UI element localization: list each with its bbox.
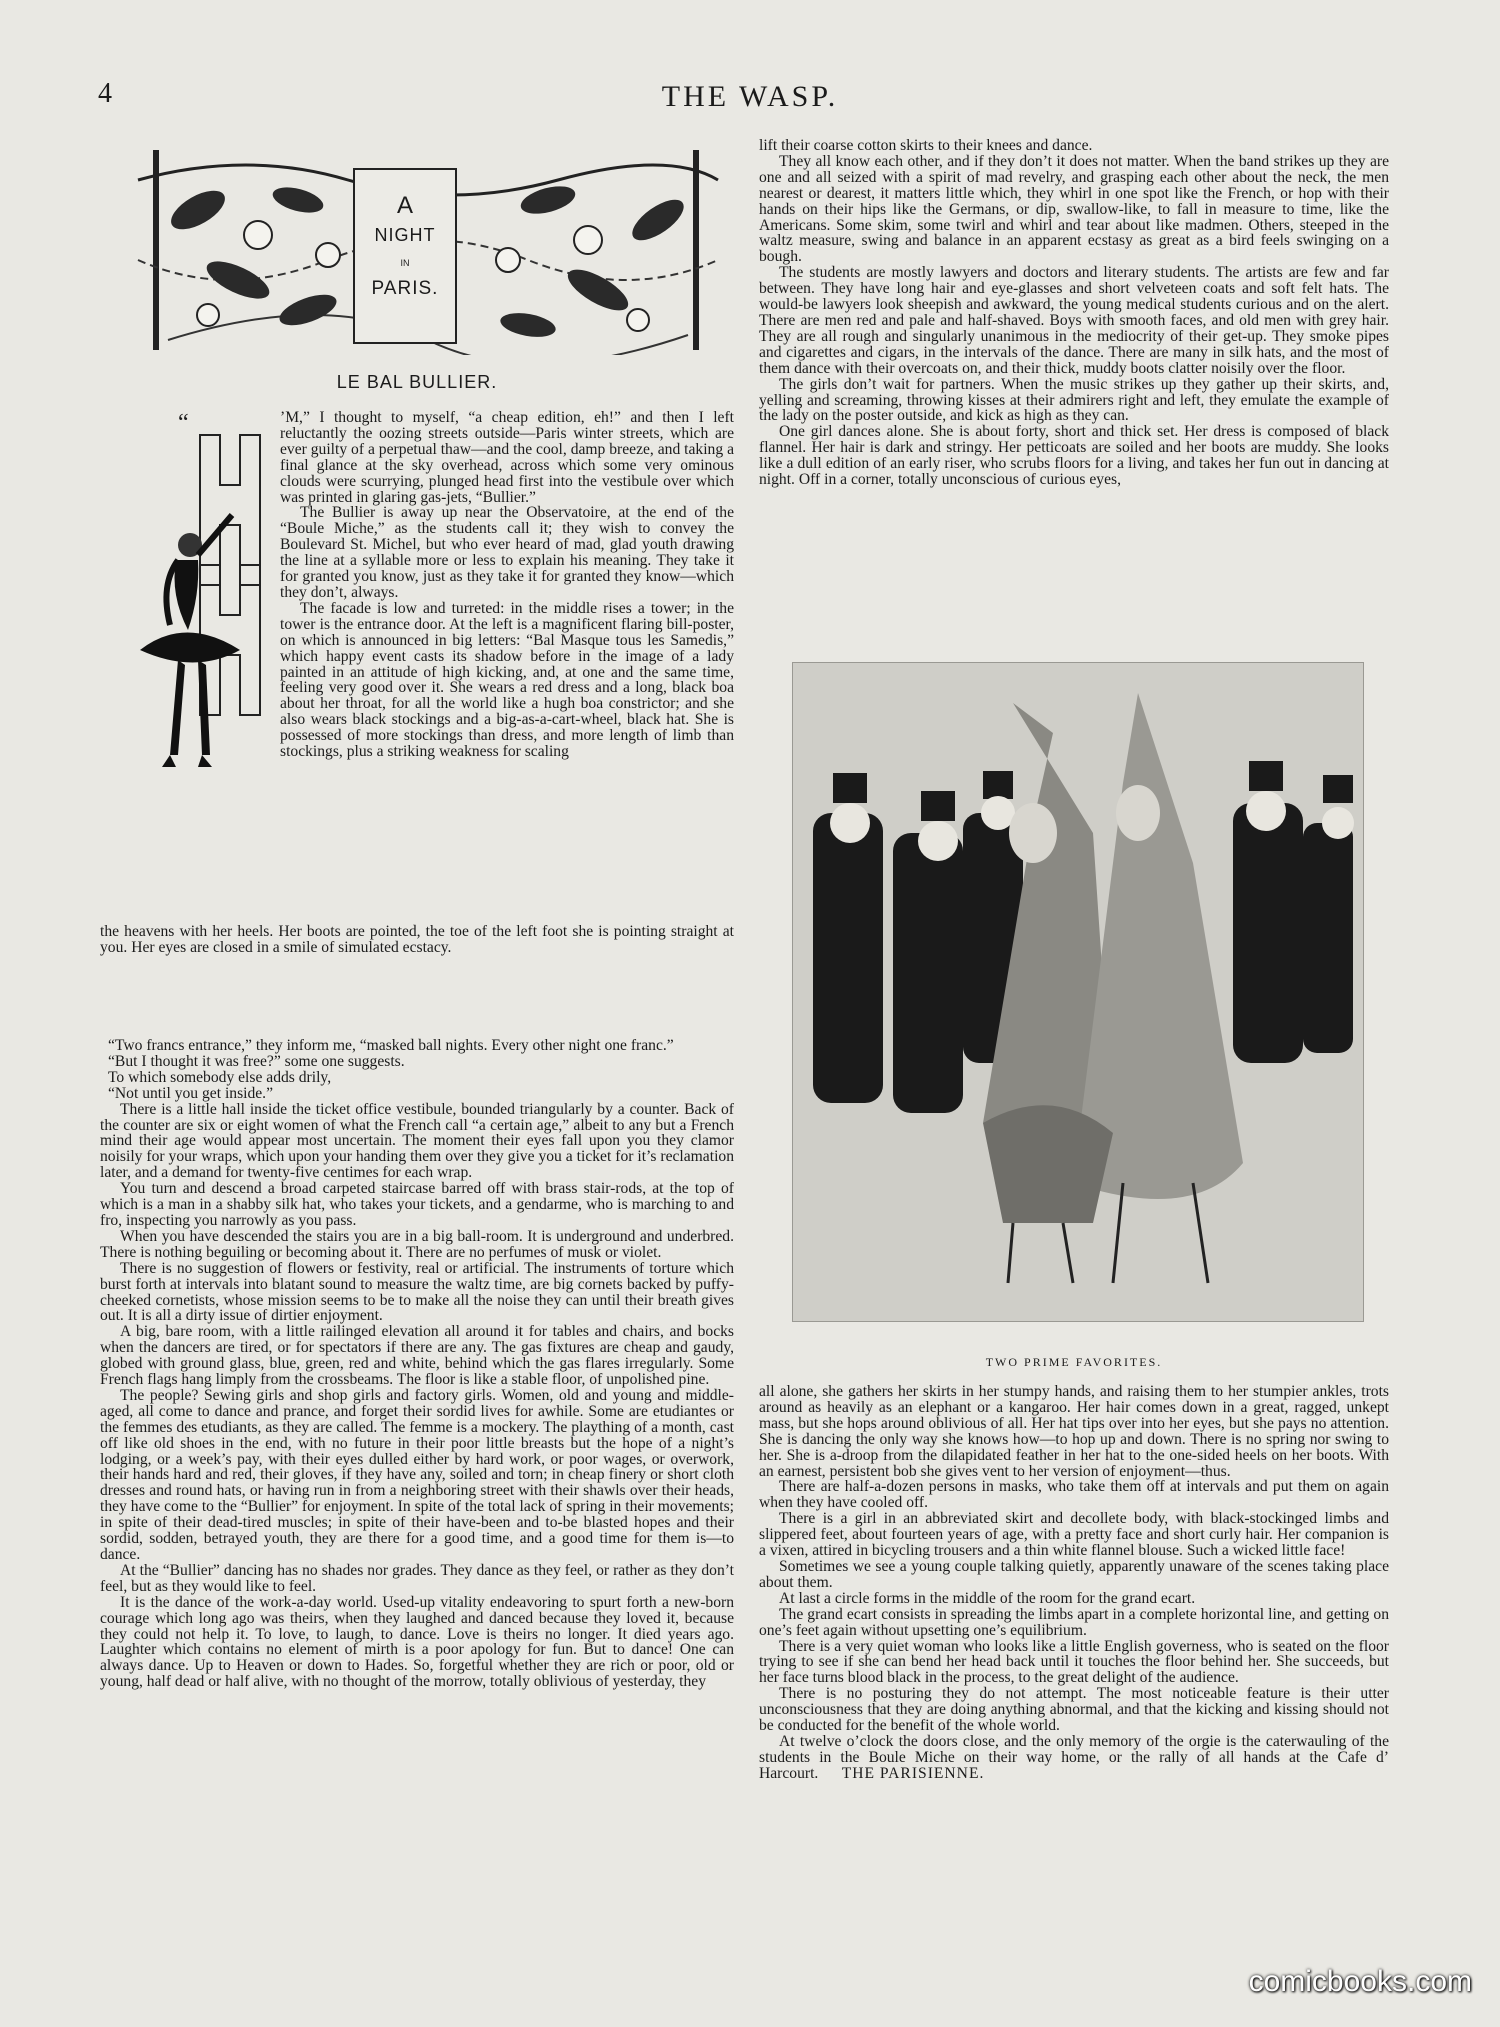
closing-text: At twelve o’clock the doors close, and the only memory of the orgie is the caterwauling of the students in the Boule Miche on their way home, or the rally of all hands at the Cafe d’ Harcourt. — [759, 1732, 1389, 1782]
paragraph: The facade is low and turreted: in the middle rises a tower; in the tower is the entrance door. At the left is a magnificent flaring bill-poster, on which is announced in big letters: “Bal Masque tous les Samedis,” which happy event casts its shadow before in the image of a lady painted in an attitude of high kicking, and, at one and the same time, feeling very good over it. She wears a red dress and a long, black boa about her throat, for all the world like a hugh boa constrictor; and she also wears black stockings and a big-as-a-cart-wheel, black hat. She is possessed of more stockings than dress, and more length of limb than stockings, plus a striking weakness for scaling — [280, 599, 734, 761]
paragraph: You turn and descend a broad carpeted staircase barred off with brass stair-rods, at the top of which is a man in a shabby silk hat, who takes your tickets, and a gendarme, who is marching to and fro, inspecting you narrowly as you pass. — [100, 1180, 734, 1229]
paragraph: At last a circle forms in the middle of the room for the grand ecart. — [779, 1589, 1196, 1607]
signature: THE PARISIENNE. — [841, 1764, 985, 1782]
column-left — [100, 1038, 734, 1690]
paragraph: At the “Bullier” dancing has no shades nor grades. They dance as they feel, or rather as they don’t feel, but as they would like to feel. — [100, 1561, 734, 1595]
title-in: IN — [400, 258, 410, 268]
dancer-illustration-icon — [140, 425, 280, 920]
intro-continuation — [100, 924, 734, 956]
paragraph: There is a girl in an abbreviated skirt and decollete body, with black-stockinged limbs and slippered feet, about fourteen years of age, with a pretty face and short curly hair. Her companion is a vixen, attired in bicycling trousers and a thin white flannel blouse. Such a wicked little face! — [759, 1510, 1389, 1560]
paragraph: all alone, she gathers her skirts in her stumpy hands, and raising them to her stumpier ankles, trots around as heavily as an elephant or a kangaroo. Her hair comes down in a great, ragged, unkept mass, but she hops around oblivious of all. Her hat tips over into her eyes, but she pays no attention. She is dancing the only way she knows how—to hop up and down. There is no spring nor swing to her. She is a-droop from the dilapidated feather in her hat to the one-sided heels on her boots. With an earnest, persistent bob she gives vent to her version of enjoyment—thus. — [759, 1383, 1389, 1480]
paragraph: A big, bare room, with a little railinged elevation all around it for tables and chairs, and bocks when the dancers are tired, or for spectators if there are any. The gas fixtures are cheap and gaudy, globed with ground glass, blue, green, red and white, behind which the gas flares irregularly. Some French flags hang limply from the crossbeams. The floor is like a stable floor, of unpolished pine. — [100, 1323, 734, 1389]
paragraph: the heavens with her heels. Her boots are pointed, the toe of the left foot she is pointing straight at you. Her eyes are closed in a smile of simulated ecstacy. — [100, 923, 734, 956]
column-right-top — [759, 138, 1389, 488]
paragraph — [759, 1734, 1389, 1782]
paragraph: It is the dance of the work-a-day world. Used-up vitality endeavoring to spurt forth a new-born courage which long ago was theirs, when they laughed and danced because they loved it, because they could not help it. To love, to laugh, to dance. Love is theirs no longer. It died years ago. Laughter which contains no element of mirth is a poor apology for fun. But to dance! One can always dance. Up to Heaven or down to Hades. So, forgetful whether they are rich or poor, old or young, half dead or half alive, with no thought of the morrow, totally oblivious of yesterday, they — [100, 1593, 734, 1691]
title-cartouche — [353, 168, 457, 344]
paragraph: Sometimes we see a young couple talking quietly, apparently unaware of the scenes taking place about them. — [759, 1557, 1389, 1591]
masthead: THE WASP. — [661, 80, 839, 113]
paragraph: There is no suggestion of flowers or festivity, real or artificial. The instruments of torture which burst forth at intervals into blatant sound to measure the waltz time, are big cornets backed by puffy-cheeked cornetists, whose mission seems to be to make all the noise they can until their breath gives out. It is all a dirty issue of dirtier enjoyment. — [100, 1259, 734, 1325]
paragraph: There is a very quiet woman who looks like a little English governess, who is seated on the floor trying to see if she can bend her head back until it touches the floor behind her. She succeeds, but her face turns blood black in the process, to the great delight of the audience. — [759, 1637, 1389, 1687]
title-night: NIGHT — [374, 225, 436, 245]
column-right-bottom — [759, 1384, 1389, 1782]
paragraph: One girl dances alone. She is about forty, short and thick set. Her dress is composed of black flannel. Her hair is dark and stringy. Her petticoats are soiled and her boots are muddy. She looks like a dull edition of an early riser, who scrubs floors for a living, and takes her fun out in dancing at night. Off in a corner, totally unconscious of curious eyes, — [759, 423, 1389, 489]
paragraph: To which somebody else adds drily, — [108, 1068, 332, 1086]
ballroom-illustration-icon — [792, 662, 1364, 1322]
paragraph: lift their coarse cotton skirts to their knees and dance. — [759, 137, 1093, 154]
title-a: A — [396, 192, 413, 219]
illustration-caption: TWO PRIME FAVORITES. — [985, 1355, 1163, 1369]
dropcap-quote: “ — [178, 410, 189, 436]
paragraph: The girls don’t wait for partners. When the music strikes up they gather up their skirts, and, yelling and screaming, throwing kisses at their admirers right and left, they emulate the example of the lady on the poster outside, and kick as high as they can. — [759, 375, 1389, 425]
paragraph: “Not until you get inside.” — [108, 1084, 274, 1102]
paragraph: When you have descended the stairs you are in a big ball-room. It is underground and underbred. There is nothing beguiling or becoming about it. There are no perfumes of musk or violet. — [100, 1227, 734, 1261]
section-title: LE BAL BULLIER. — [336, 372, 498, 392]
paragraph: The Bullier is away up near the Observatoire, at the end of the “Boule Miche,” as the students call it; they wish to convey the Boulevard St. Michel, but who ever heard of mad, glad youth drawing the line at a syllable more or less to explain his meaning. They take it for granted you know, just as they take it for granted they know—which they don’t, always. — [280, 504, 734, 601]
paragraph: ’M,” I thought to myself, “a cheap edition, eh!” and then I left reluctantly the oozing streets outside—Paris winter streets, which are ever guilty of a perpetual thaw—and the cool, damp breeze, and taking a final glance at the sky overhead, across which some very ominous clouds were scurrying, plunged head first into the vestibule over which was printed in glaring gas-jets, “Bullier.” — [280, 409, 734, 506]
paragraph: The students are mostly lawyers and doctors and literary students. The artists are few and far between. They have long hair and eye-glasses and short velveteen coats and soft felt hats. The would-be lawyers look sheepish and awkward, the young medical students curious and on the alert. There are men red and pale and half-shaved. Boys with smooth faces, and old men with grey hair. They are all rough and singularly unanimous in the mediocrity of their get-up. They smoke pipes and cigarettes and cigars, in the intervals of the dance. There are many in silk hats, and the most of them dance with their overcoats on, and their thick, muddy boots clatter noisily over the floor. — [759, 264, 1389, 377]
page-number: 4 — [98, 78, 112, 109]
paragraph: “But I thought it was free?” some one suggests. — [108, 1052, 405, 1070]
paragraph: “Two francs entrance,” they inform me, “masked ball nights. Every other night one franc.” — [108, 1037, 674, 1054]
paragraph: They all know each other, and if they don’t it does not matter. When the band strikes up they are one and all seized with a spirit of mad revelry, and grasping each other about the neck, the men nearest or dearest, it matters little which, they whirl in one spot like the French, or hop with their hands on their hips like the Germans, or dip, swallow-like, to fall in measure to time, like the Americans. Some skim, some twirl and whirl and tear about like madmen. Others, steeped in the waltz measure, swing and balance in an apparent ecstasy as great as a bird feels swinging on a bough. — [759, 152, 1389, 266]
watermark: comicbooks.com — [1248, 1965, 1472, 1998]
paragraph: The grand ecart consists in spreading the limbs apart in a complete horizontal line, and getting on one’s feet again without upsetting one’s equilibrium. — [759, 1605, 1389, 1639]
paragraph: There is no posturing they do not attempt. The most noticeable feature is their utter unconsciousness that they are doing anything abnormal, and that the kicking and kissing should not be conducted for the benefit of the whole world. — [759, 1685, 1389, 1735]
paragraph: There is a little hall inside the ticket office vestibule, bounded triangularly by a counter. Back of the counter are six or eight women of what the French call “a certain age,” albeit to any but a French mind their age would appear most uncertain. The moment their eyes fall upon you they clamor noisily for your wraps, which upon your handing them over they give you a ticket for it’s reclamation later, and a demand for twenty-five centimes for each wrap. — [100, 1100, 734, 1182]
title-paris: PARIS. — [371, 278, 439, 299]
paragraph: The people? Sewing girls and shop girls and factory girls. Women, old and young and middle-aged, all come to dance and prance, and forget their sordid lives for awhile. Some are etudiantes or the femmes des etudiants, as they are called. The femme is a mockery. The plaything of a month, cast off like old shoes in the end, with no future in their poor little breasts but the hope of a night’s lodging, or a week’s pay, with their eyes dulled either by hard work, or poor wages, or overwork, their hands hard and red, their gloves, if they have any, soiled and torn; in cheap finery or short cloth dresses and round hats, or having run in from a neighboring street with their shawls over their heads, they have come to the “Bullier” for enjoyment. In spite of the total lack of spring in their movements; in spite of their dead-tired muscles; in spite of their have-been and to-be blasted hopes and their sordid, sodden, betrayed youth, they are there for a good time, and a good time for them is—to dance. — [100, 1386, 734, 1563]
paragraph: There are half-a-dozen persons in masks, who take them off at intervals and put them on again when they have cooled off. — [759, 1478, 1389, 1512]
intro-text — [280, 410, 734, 760]
